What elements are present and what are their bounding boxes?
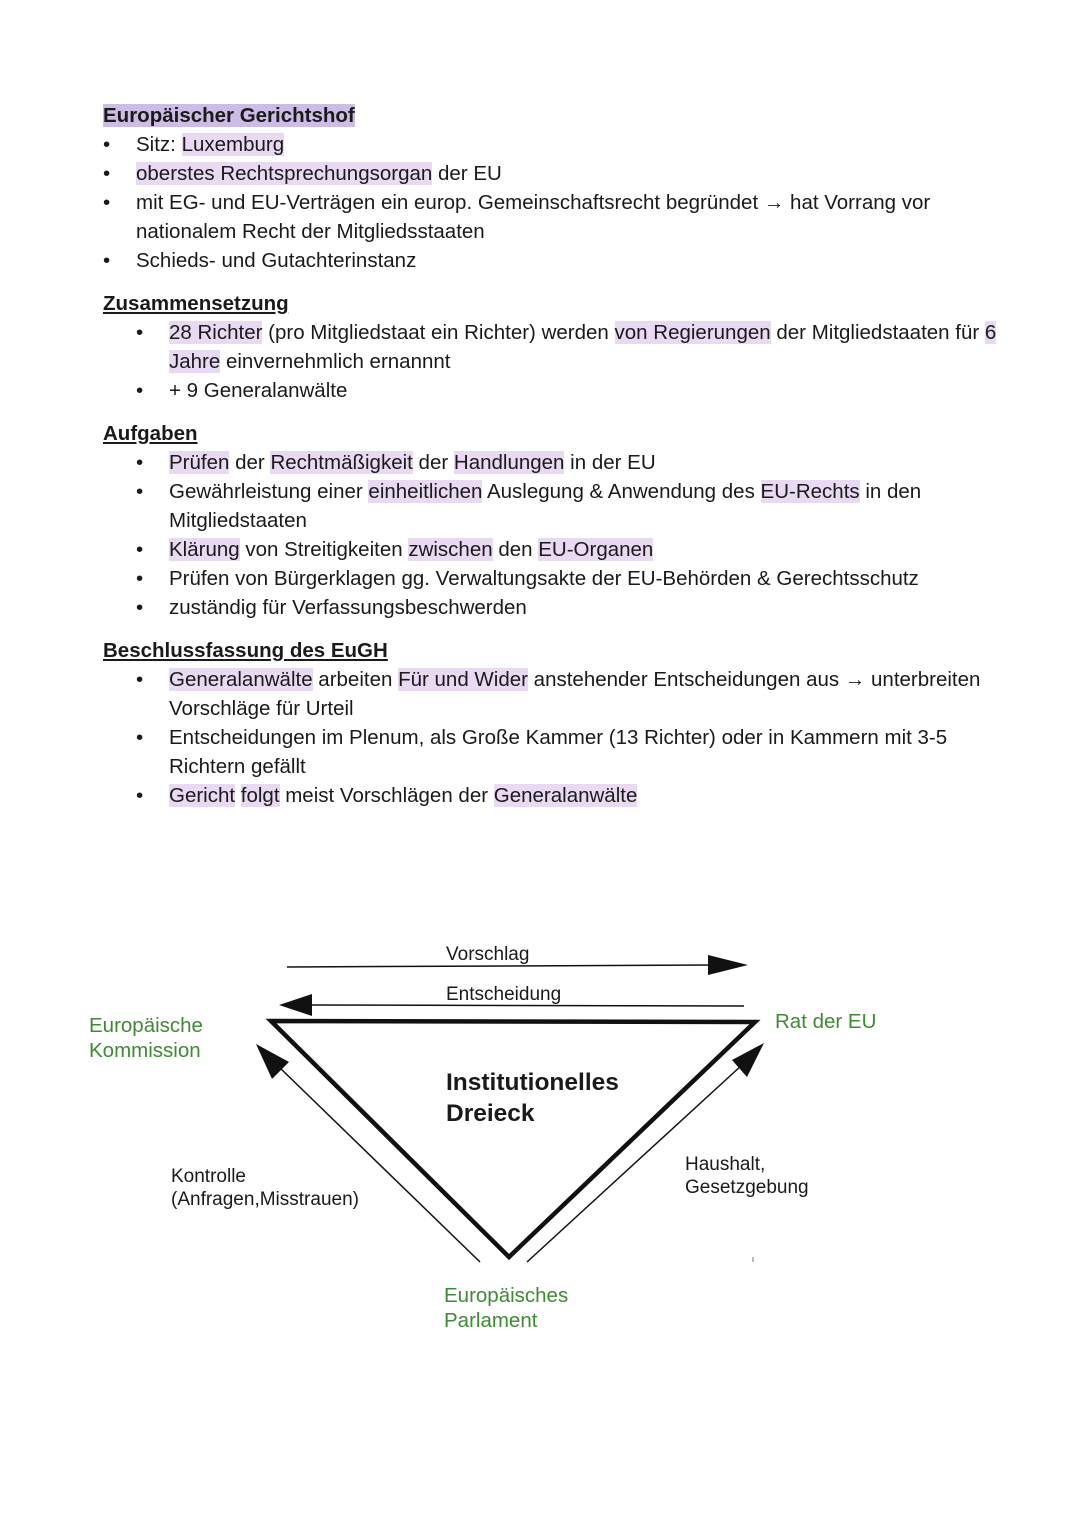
title-line: Institutionelles [446,1069,619,1096]
text: einvernehmlich ernannnt [220,350,451,373]
text: den [492,538,539,561]
highlight: einheitlichen [368,480,483,503]
text: der EU [432,162,502,185]
text: Gewährleistung einer [169,480,369,503]
highlight: zwischen [408,538,493,561]
text: anstehender Entscheidungen aus → unterbreiten Vorschläge für Urteil [169,668,981,720]
text: von Streitigkeiten [239,538,409,561]
node-label: Kommission [89,1039,201,1062]
highlight: 6 Jahre [169,321,997,373]
text: Sitz: [136,133,182,156]
edge-label-vorschlag: Vorschlag [446,944,530,965]
text: der Mitgliedstaaten für [770,321,985,344]
edge-label-entscheidung: Entscheidung [446,984,562,1005]
label-line: Kontrolle [171,1166,246,1187]
highlight: Luxemburg [181,133,285,156]
highlight: von Regierungen [614,321,771,344]
label-line: Gesetzgebung [685,1177,809,1198]
arrow-entscheidung-head [279,994,312,1016]
text: mit EG- und EU-Verträgen ein europ. Gemeinschaftsrecht begründet → hat Vorrang vor nationalem Recht der Mitgliedsstaaten [136,191,931,243]
section-title: Europäischer Gerichtshof [103,104,355,127]
text: arbeiten [312,668,399,691]
highlight: oberstes Rechtsprechungsorgan [136,162,433,185]
node-label: Europäische [89,1014,203,1037]
section-title: Beschlussfassung des EuGH [103,639,388,662]
arrow-kontrolle-head [256,1044,289,1079]
label-line: (Anfragen,Misstrauen) [171,1189,359,1210]
highlight: EU-Rechts [760,480,860,503]
text: Auslegung & Anwendung des [482,480,761,503]
triangle-shape [271,1021,755,1257]
node-label: Parlament [444,1309,538,1332]
text: in den Mitgliedstaaten [169,480,922,532]
highlight: Generalanwälte [493,784,638,807]
text: Entscheidungen im Plenum, als Große Kammer (13 Richter) oder in Kammern mit 3-5 Richtern gefällt [169,726,948,778]
arrow-haushalt-head [732,1043,764,1077]
highlight: Für und Wider [398,668,528,691]
highlight: folgt [240,784,280,807]
section-title: Zusammensetzung [103,292,289,315]
diagram-title [446,1067,619,1129]
highlight: 28 Richter [169,321,263,344]
section-title: Aufgaben [103,422,198,445]
highlight: Gericht [169,784,236,807]
text: Prüfen von Bürgerklagen gg. Verwaltungsakte der EU-Behörden & Gerechtsschutz [169,567,919,590]
node-kommission [89,1013,203,1063]
node-parlament [444,1283,568,1333]
arrow-vorschlag-head [708,955,748,975]
text: der [412,451,454,474]
text: zuständig für Verfassungsbeschwerden [169,596,527,619]
edge-label-kontrolle [171,1165,359,1211]
edge-label-haushalt [685,1153,809,1199]
text: Schieds- und Gutachterinstanz [136,249,417,272]
highlight: Prüfen [169,451,230,474]
text: + 9 Generalanwälte [169,379,348,402]
text: in der EU [564,451,656,474]
highlight: Generalanwälte [169,668,313,691]
text: der [229,451,271,474]
label-line: Haushalt, [685,1154,766,1175]
highlight: Rechtmäßigkeit [270,451,413,474]
text: (pro Mitgliedstaat ein Richter) werden [262,321,615,344]
highlight: Klärung [169,538,240,561]
node-rat: Rat der EU [775,1010,877,1033]
highlight: EU-Organen [538,538,654,561]
highlight: Handlungen [453,451,565,474]
node-label: Europäisches [444,1284,569,1307]
text: meist Vorschlägen der [279,784,494,807]
title-line: Dreieck [446,1100,535,1127]
